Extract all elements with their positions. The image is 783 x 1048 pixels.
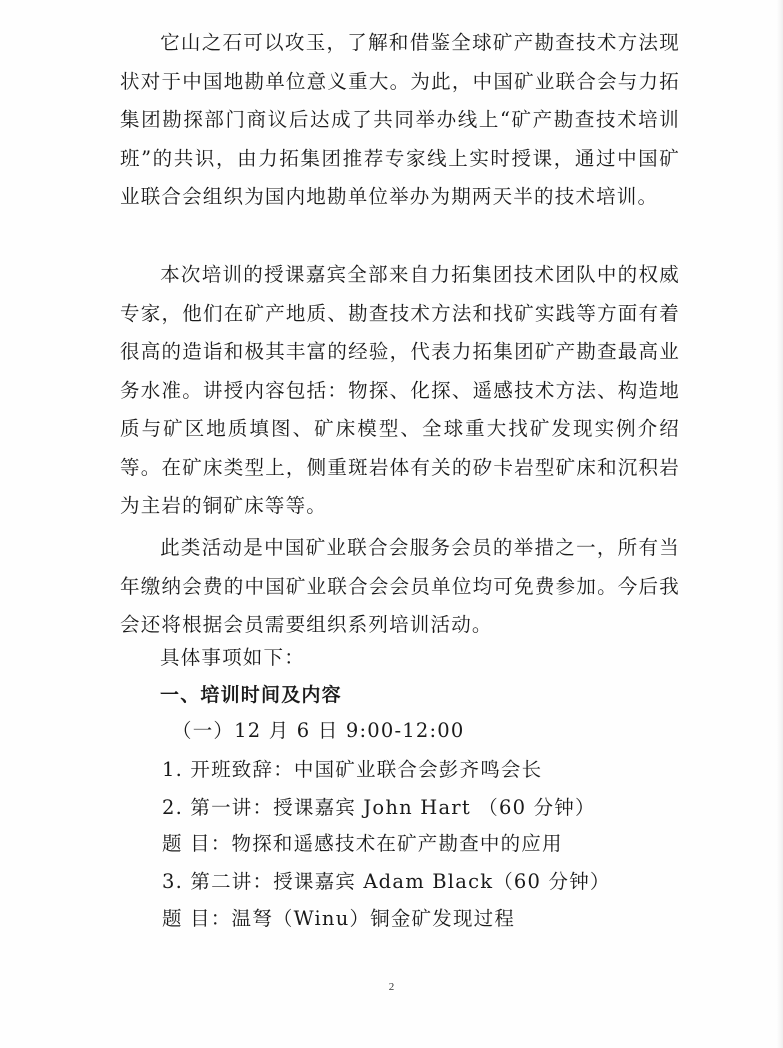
- session-time: （一）12 月 6 日 9:00-12:00: [172, 719, 465, 742]
- section-heading: 一、培训时间及内容: [160, 684, 342, 706]
- item-lecture-2-topic: 题 目：温弩（Winu）铜金矿发现过程: [162, 907, 516, 930]
- paragraph-experts: 本次培训的授课嘉宾全部来自力拓集团技术团队中的权威专家，他们在矿产地质、勘查技术方法和找矿实践等方面有着很高的造诣和极其丰富的经验，代表力拓集团矿产勘查最高业务水准。讲授内容包括：物探、化探、遥感技术方法、构造地质与矿区地质填图、矿床模型、全球重大找矿发现实例介绍等。在矿床类型上，侧重斑岩体有关的矽卡岩型矿床和沉积岩为主岩的铜矿床等等。: [120, 263, 680, 517]
- item-opening-speech: 1. 开班致辞：中国矿业联合会彭齐鸣会长: [162, 758, 543, 781]
- scan-edge-shadow: [777, 0, 783, 1048]
- paragraph-intro: 它山之石可以攻玉，了解和借鉴全球矿产勘查技术方法现状对于中国地勘单位意义重大。为此，中国矿业联合会与力拓集团勘探部门商议后达成了共同举办线上“矿产勘查技术培训班”的共识，由力拓集团推荐专家线上实时授课，通过中国矿业联合会组织为国内地勘单位举办为期两天半的技术培训。: [120, 31, 680, 208]
- details-intro: 具体事项如下：: [160, 646, 305, 669]
- item-lecture-1: 2. 第一讲：授课嘉宾 John Hart （60 分钟）: [162, 796, 596, 819]
- paragraph-membership: 此类活动是中国矿业联合会服务会员的举措之一，所有当年缴纳会费的中国矿业联合会会员单位均可免费参加。今后我会还将根据会员需要组织系列培训活动。: [120, 536, 680, 636]
- page-number: 2: [388, 981, 395, 993]
- item-lecture-1-topic: 题 目：物探和遥感技术在矿产勘查中的应用: [162, 832, 563, 855]
- item-lecture-2: 3. 第二讲：授课嘉宾 Adam Black（60 分钟）: [162, 870, 611, 893]
